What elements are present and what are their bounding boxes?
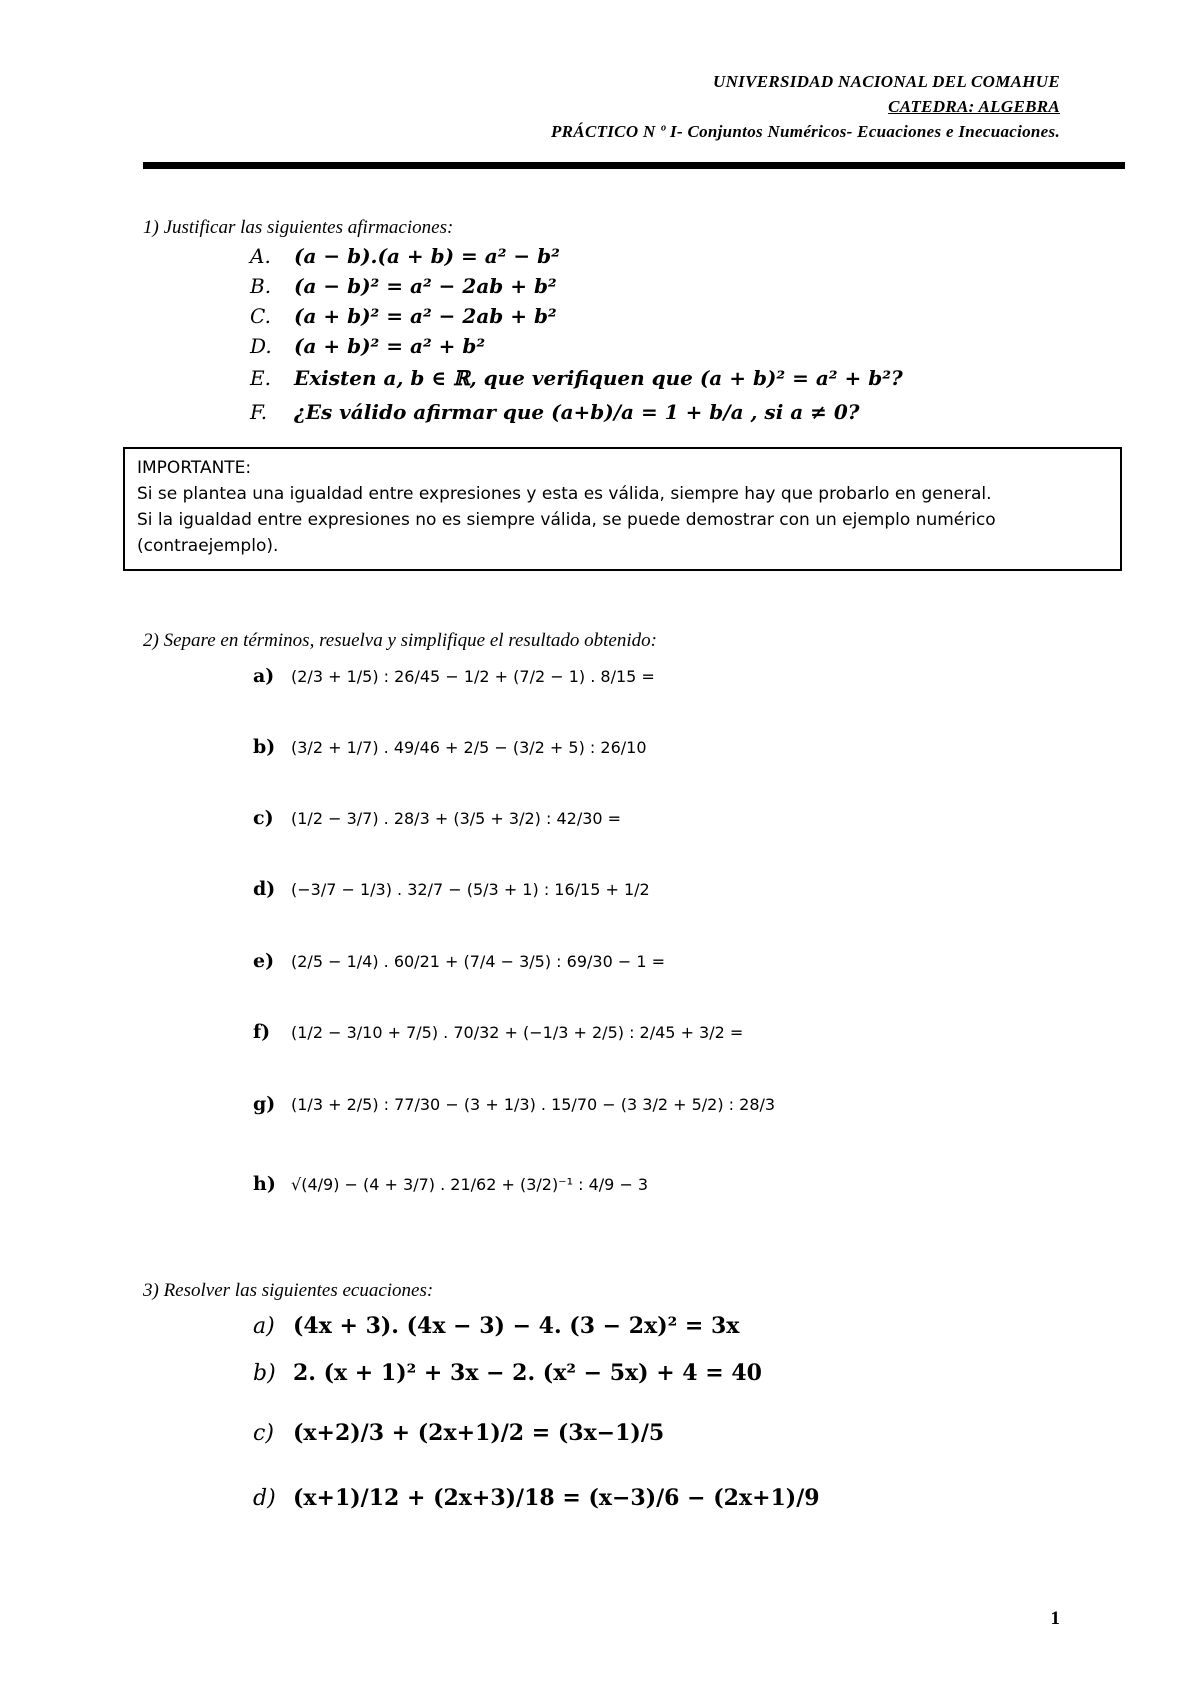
item-expr: (2/5 − 1/4) . 60/21 + (7/4 − 3/5) : 69/30 − 1 = bbox=[291, 951, 665, 971]
item-label: h) bbox=[253, 1173, 276, 1195]
section2-item-g bbox=[253, 1093, 775, 1115]
item-label: a) bbox=[253, 1314, 275, 1339]
item-label: e) bbox=[253, 950, 275, 972]
section2-title: 2) Separe en términos, resuelva y simplifique el resultado obtenido: bbox=[143, 630, 657, 651]
header-rule bbox=[143, 162, 1125, 169]
important-line3: (contraejemplo). bbox=[137, 536, 279, 556]
item-expr: √(4/9) − (4 + 3/7) . 21/62 + (3/2)⁻¹ : 4/9 − 3 bbox=[291, 1174, 649, 1194]
item-expr: Existen a, b ∈ ℝ, que verifiquen que (a + b)² = a² + b²? bbox=[294, 366, 903, 390]
item-label: A. bbox=[250, 244, 271, 268]
section2-item-f bbox=[253, 1021, 743, 1043]
important-box bbox=[123, 447, 1122, 571]
item-expr: (x+1)/12 + (2x+3)/18 = (x−3)/6 − (2x+1)/9 bbox=[293, 1485, 820, 1511]
item-label: b) bbox=[253, 736, 276, 758]
section1-item-f bbox=[250, 400, 860, 424]
item-expr: (a − b).(a + b) = a² − b² bbox=[294, 244, 560, 268]
section2-item-c bbox=[253, 807, 621, 829]
section3-item-d bbox=[253, 1485, 820, 1511]
item-label: C. bbox=[250, 304, 271, 328]
important-line2: Si la igualdad entre expresiones no es siempre válida, se puede demostrar con un ejemplo numérico bbox=[137, 510, 996, 530]
item-expr: (a − b)² = a² − 2ab + b² bbox=[294, 274, 557, 298]
header-practico: PRÁCTICO N º I- Conjuntos Numéricos- Ecuaciones e Inecuaciones. bbox=[550, 122, 1060, 141]
item-expr: (3/2 + 1/7) . 49/46 + 2/5 − (3/2 + 5) : 26/10 bbox=[291, 737, 647, 757]
item-expr: (1/3 + 2/5) : 77/30 − (3 + 1/3) . 15/70 − (3 3/2 + 5/2) : 28/3 bbox=[291, 1094, 776, 1114]
item-label: b) bbox=[253, 1361, 276, 1386]
item-label: a) bbox=[253, 665, 275, 687]
item-expr: 2. (x + 1)² + 3x − 2. (x² − 5x) + 4 = 40 bbox=[293, 1360, 762, 1386]
section2-item-e bbox=[253, 950, 665, 972]
item-label: c) bbox=[253, 1421, 274, 1446]
header-catedra: CATEDRA: ALGEBRA bbox=[888, 97, 1060, 116]
section3-item-a bbox=[253, 1313, 739, 1339]
item-label: c) bbox=[253, 807, 274, 829]
page-number: 1 bbox=[1050, 1608, 1060, 1629]
important-title: IMPORTANTE: bbox=[137, 458, 252, 478]
section2-item-a bbox=[253, 665, 655, 687]
item-label: d) bbox=[253, 1486, 276, 1511]
item-label: g) bbox=[253, 1093, 276, 1115]
item-expr: (a + b)² = a² − 2ab + b² bbox=[294, 304, 557, 328]
section1-item-e bbox=[250, 366, 903, 390]
item-expr: (2/3 + 1/5) : 26/45 − 1/2 + (7/2 − 1) . 8/15 = bbox=[291, 666, 655, 686]
section2-item-h bbox=[253, 1173, 648, 1195]
item-label: E. bbox=[250, 366, 271, 390]
item-label: F. bbox=[250, 400, 268, 424]
item-expr: ¿Es válido afirmar que (a+b)/a = 1 + b/a , si a ≠ 0? bbox=[294, 400, 860, 424]
important-line1: Si se plantea una igualdad entre expresiones y esta es válida, siempre hay que probarlo en general. bbox=[137, 484, 992, 504]
item-label: d) bbox=[253, 878, 276, 900]
section2-item-d bbox=[253, 878, 650, 900]
section3-item-b bbox=[253, 1360, 762, 1386]
item-expr: (−3/7 − 1/3) . 32/7 − (5/3 + 1) : 16/15 + 1/2 bbox=[291, 879, 650, 899]
section1-item-b bbox=[250, 274, 557, 298]
section1-item-d bbox=[250, 334, 485, 358]
section2-item-b bbox=[253, 736, 647, 758]
section1-item-a bbox=[250, 244, 560, 268]
item-label: D. bbox=[250, 334, 272, 358]
section1-item-c bbox=[250, 304, 557, 328]
item-label: B. bbox=[250, 274, 272, 298]
item-expr: (1/2 − 3/7) . 28/3 + (3/5 + 3/2) : 42/30 = bbox=[291, 808, 622, 828]
item-label: f) bbox=[253, 1021, 271, 1043]
header-university: UNIVERSIDAD NACIONAL DEL COMAHUE bbox=[713, 72, 1060, 91]
section1-title: 1) Justificar las siguientes afirmaciones: bbox=[143, 217, 454, 238]
item-expr: (1/2 − 3/10 + 7/5) . 70/32 + (−1/3 + 2/5) : 2/45 + 3/2 = bbox=[291, 1022, 744, 1042]
item-expr: (4x + 3). (4x − 3) − 4. (3 − 2x)² = 3x bbox=[293, 1313, 740, 1339]
section3-item-c bbox=[253, 1420, 664, 1446]
section3-title: 3) Resolver las siguientes ecuaciones: bbox=[143, 1280, 434, 1301]
item-expr: (x+2)/3 + (2x+1)/2 = (3x−1)/5 bbox=[293, 1420, 665, 1446]
item-expr: (a + b)² = a² + b² bbox=[294, 334, 486, 358]
